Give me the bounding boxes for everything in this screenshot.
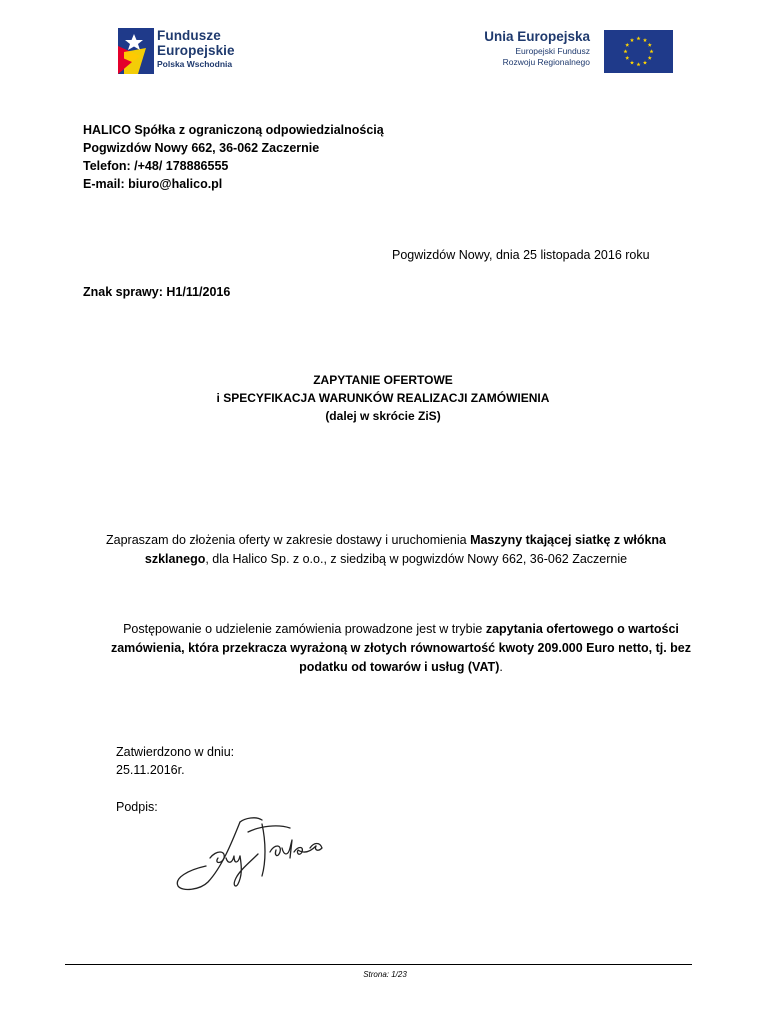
fundusze-europejskie-logo xyxy=(116,26,256,78)
paragraph2-text-1: Postępowanie o udzielenie zamówienia prowadzone jest w trybie xyxy=(123,622,486,636)
document-title xyxy=(0,371,770,425)
title-line1: ZAPYTANIE OFERTOWE xyxy=(313,373,453,387)
ue-logo-sub2: Rozwoju Regionalnego xyxy=(502,57,590,67)
fe-logo-mark-icon xyxy=(116,26,156,76)
approval-block xyxy=(116,743,234,779)
fe-logo-line3: Polska Wschodnia xyxy=(157,59,233,69)
fe-logo-line2: Europejskie xyxy=(157,43,235,58)
procedure-paragraph xyxy=(110,620,692,677)
paragraph1-bold: Maszyny tkającej siatkę z włókna szklanego xyxy=(144,533,666,566)
ue-logo-sub1: Europejski Fundusz xyxy=(515,46,590,56)
eu-flag-icon xyxy=(604,30,673,73)
company-phone: Telefon: /+48/ 178886555 xyxy=(83,159,229,173)
ue-logo-title: Unia Europejska xyxy=(484,29,590,44)
title-line2: i SPECYFIKACJA WARUNKÓW REALIZACJI ZAMÓWIENIA xyxy=(216,391,550,405)
signature-label: Podpis: xyxy=(116,800,158,814)
company-info xyxy=(83,121,384,193)
approval-label: Zatwierdzono w dniu: xyxy=(116,745,235,759)
unia-europejska-logo xyxy=(470,28,674,74)
page-number: Strona: 1/23 xyxy=(363,970,407,979)
case-reference: Znak sprawy: H1/11/2016 xyxy=(83,285,231,299)
footer-divider xyxy=(65,964,692,965)
title-line3: (dalej w skrócie ZiS) xyxy=(325,409,441,423)
approval-date: 25.11.2016r. xyxy=(116,763,185,777)
company-name: HALICO Spółka z ograniczoną odpowiedzialnością xyxy=(83,123,384,137)
paragraph1-text-2: , dla Halico Sp. z o.o., z siedzibą w pogwizdów Nowy 662, 36-062 Zaczernie xyxy=(205,552,628,566)
date-line: Pogwizdów Nowy, dnia 25 listopada 2016 roku xyxy=(392,248,650,262)
company-address: Pogwizdów Nowy 662, 36-062 Zaczernie xyxy=(83,141,320,155)
paragraph1-text-1: Zapraszam do złożenia oferty w zakresie dostawy i uruchomienia xyxy=(106,533,471,547)
paragraph2-text-2: . xyxy=(499,660,503,674)
invitation-paragraph xyxy=(80,531,692,569)
fe-logo-line1: Fundusze xyxy=(157,28,221,43)
company-email: E-mail: biuro@halico.pl xyxy=(83,177,223,191)
handwritten-signature xyxy=(170,812,340,892)
paragraph2-bold: zapytania ofertowego o wartości zamówienia, która przekracza wyrażoną w złotych równowartość kwoty 209.000 Euro netto, tj. bez podatku od towarów i usług (VAT) xyxy=(110,622,692,674)
